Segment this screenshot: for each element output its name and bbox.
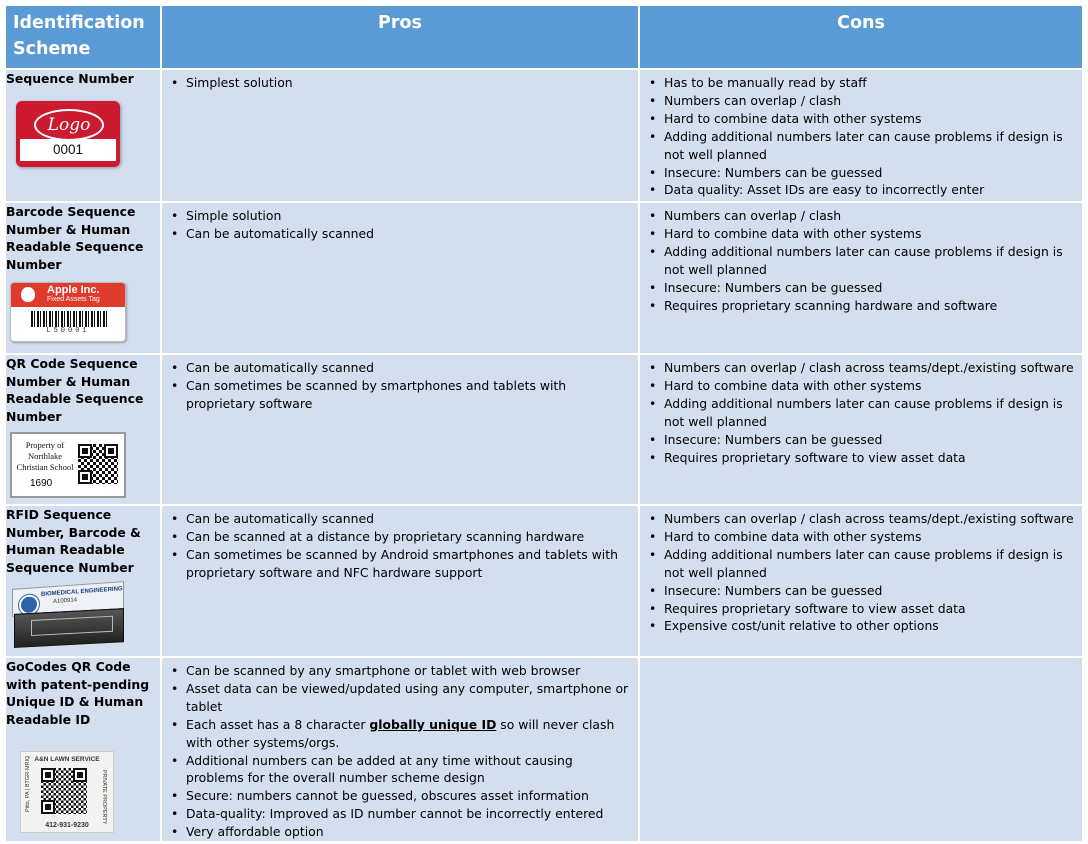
cons-cell	[639, 657, 1083, 842]
list-item: • Insecure: Numbers can be guessed	[664, 431, 1074, 449]
cons-cell	[639, 202, 1083, 354]
scheme-cell	[5, 202, 161, 354]
rfid-antenna-icon	[14, 608, 124, 648]
cons-cell	[639, 354, 1083, 505]
list-item: • Can be automatically scanned	[186, 510, 630, 528]
header-cons: Cons	[639, 5, 1083, 69]
scheme-name: QR Code Sequence Number & Human Readable Sequence Number	[6, 356, 144, 425]
table-row	[5, 657, 1083, 842]
cons-list	[640, 203, 1082, 314]
pros-list	[162, 355, 638, 413]
list-item: • Can sometimes be scanned by Android smartphones and tablets with proprietary software and NFC hardware support	[186, 546, 630, 582]
table-row	[5, 354, 1083, 505]
list-item: • Insecure: Numbers can be guessed	[664, 164, 1074, 182]
list-item: • Can be scanned by any smartphone or tablet with web browser	[186, 662, 630, 680]
tag-code: L50001	[46, 326, 90, 335]
pros-list	[162, 506, 638, 582]
scheme-name: GoCodes QR Code with patent-pending Unique ID & Human Readable ID	[6, 659, 150, 728]
globally-unique-id-text: globally unique ID	[369, 716, 497, 732]
list-item: • Adding additional numbers later can cause problems if design is not well planned	[664, 546, 1074, 582]
pros-list	[162, 70, 638, 92]
comparison-table	[4, 4, 1084, 843]
list-item: • Simplest solution	[186, 74, 630, 92]
list-item: • Hard to combine data with other systems	[664, 225, 1074, 243]
scheme-name: RFID Sequence Number, Barcode & Human Readable Sequence Number	[6, 507, 141, 576]
list-item: • Adding additional numbers later can cause problems if design is not well planned	[664, 243, 1074, 279]
list-item: • Insecure: Numbers can be guessed	[664, 279, 1074, 297]
list-item: • Has to be manually read by staff	[664, 74, 1074, 92]
qr-code-icon	[78, 444, 118, 484]
list-item: • Can sometimes be scanned by smartphones and tablets with proprietary software	[186, 377, 630, 413]
list-item: • Numbers can overlap / clash	[664, 207, 1074, 225]
tag-logo-text: Logo	[34, 109, 104, 141]
rfid-tag-icon	[10, 581, 124, 651]
list-item: • Can be automatically scanned	[186, 225, 630, 243]
list-item: • Insecure: Numbers can be guessed	[664, 582, 1074, 600]
scheme-cell	[5, 505, 161, 657]
table-row	[5, 202, 1083, 354]
list-item: • Expensive cost/unit relative to other options	[664, 617, 1074, 635]
tag-phone: 412-931-9230	[45, 821, 89, 829]
scheme-name: Barcode Sequence Number & Human Readable Sequence Number	[6, 204, 144, 273]
list-item: • Adding additional numbers later can cause problems if design is not well planned	[664, 395, 1074, 431]
tag-side-text: Pitts, PA | BTGR-MRIQ	[25, 755, 31, 812]
list-item: • Data quality: Asset IDs are easy to incorrectly enter	[664, 181, 1074, 199]
apple-icon	[21, 287, 35, 302]
cons-cell	[639, 69, 1083, 202]
cons-cell	[639, 505, 1083, 657]
pros-list	[162, 203, 638, 243]
header-pros: Pros	[161, 5, 639, 69]
cons-list	[640, 70, 1082, 199]
pros-cell	[161, 657, 639, 842]
list-item: • Requires proprietary software to view asset data	[664, 600, 1074, 618]
list-item: • Simple solution	[186, 207, 630, 225]
barcode-icon	[31, 311, 107, 327]
tag-number: 1690	[30, 477, 53, 489]
logo-number-tag-icon	[16, 101, 120, 167]
list-item: • Numbers can overlap / clash	[664, 92, 1074, 110]
list-item: • Requires proprietary scanning hardware and software	[664, 297, 1074, 315]
qr-code-tag-icon	[10, 432, 126, 498]
tag-number: 0001	[20, 139, 116, 161]
list-item: • Data-quality: Improved as ID number cannot be incorrectly entered	[186, 805, 630, 823]
gocodes-qr-tag-icon	[20, 751, 114, 833]
list-item: • Can be scanned at a distance by proprietary scanning hardware	[186, 528, 630, 546]
cons-list	[640, 355, 1082, 466]
tag-header: BIOMEDICAL ENGINEERING	[41, 585, 123, 598]
pros-cell	[161, 505, 639, 657]
list-item: • Numbers can overlap / clash across teams/dept./existing software	[664, 510, 1074, 528]
scheme-cell	[5, 69, 161, 202]
list-item: • Hard to combine data with other systems	[664, 110, 1074, 128]
table-row	[5, 505, 1083, 657]
scheme-cell	[5, 354, 161, 505]
list-item: • Adding additional numbers later can cause problems if design is not well planned	[664, 128, 1074, 164]
barcode-asset-tag-icon	[10, 282, 126, 342]
list-item: • Hard to combine data with other systems	[664, 528, 1074, 546]
header-row	[5, 5, 1083, 69]
list-item: • Can be automatically scanned	[186, 359, 630, 377]
pros-cell	[161, 202, 639, 354]
list-item: • Additional numbers can be added at any time without causing problems for the overall number scheme design	[186, 752, 630, 788]
header-scheme: Identification Scheme	[5, 5, 161, 69]
tag-company: Apple Inc.	[47, 283, 100, 296]
list-item: • Asset data can be viewed/updated using any computer, smartphone or tablet	[186, 680, 630, 716]
list-item: • Very affordable option	[186, 823, 630, 841]
list-item: • Each asset has a 8 character globally unique ID so will never clash with other systems/orgs.	[186, 716, 630, 752]
pros-cell	[161, 354, 639, 505]
qr-code-icon	[41, 768, 87, 814]
list-item: • Secure: numbers cannot be guessed, obscures asset information	[186, 787, 630, 805]
scheme-cell	[5, 657, 161, 842]
tag-text: Property of Northlake Christian School	[16, 439, 74, 472]
list-item: • Numbers can overlap / clash across teams/dept./existing software	[664, 359, 1074, 377]
tag-header: A&N LAWN SERVICE	[34, 755, 100, 763]
tag-side-text: PRIVATE PROPERTY	[101, 769, 107, 825]
tag-subtitle: Fixed Assets Tag	[47, 295, 100, 303]
list-item: • Hard to combine data with other systems	[664, 377, 1074, 395]
table-row	[5, 69, 1083, 202]
cons-list	[640, 506, 1082, 635]
tag-code: A100914	[53, 597, 78, 605]
pros-list	[162, 658, 638, 841]
list-item: • Requires proprietary software to view asset data	[664, 449, 1074, 467]
scheme-name: Sequence Number	[6, 71, 134, 86]
pros-cell	[161, 69, 639, 202]
